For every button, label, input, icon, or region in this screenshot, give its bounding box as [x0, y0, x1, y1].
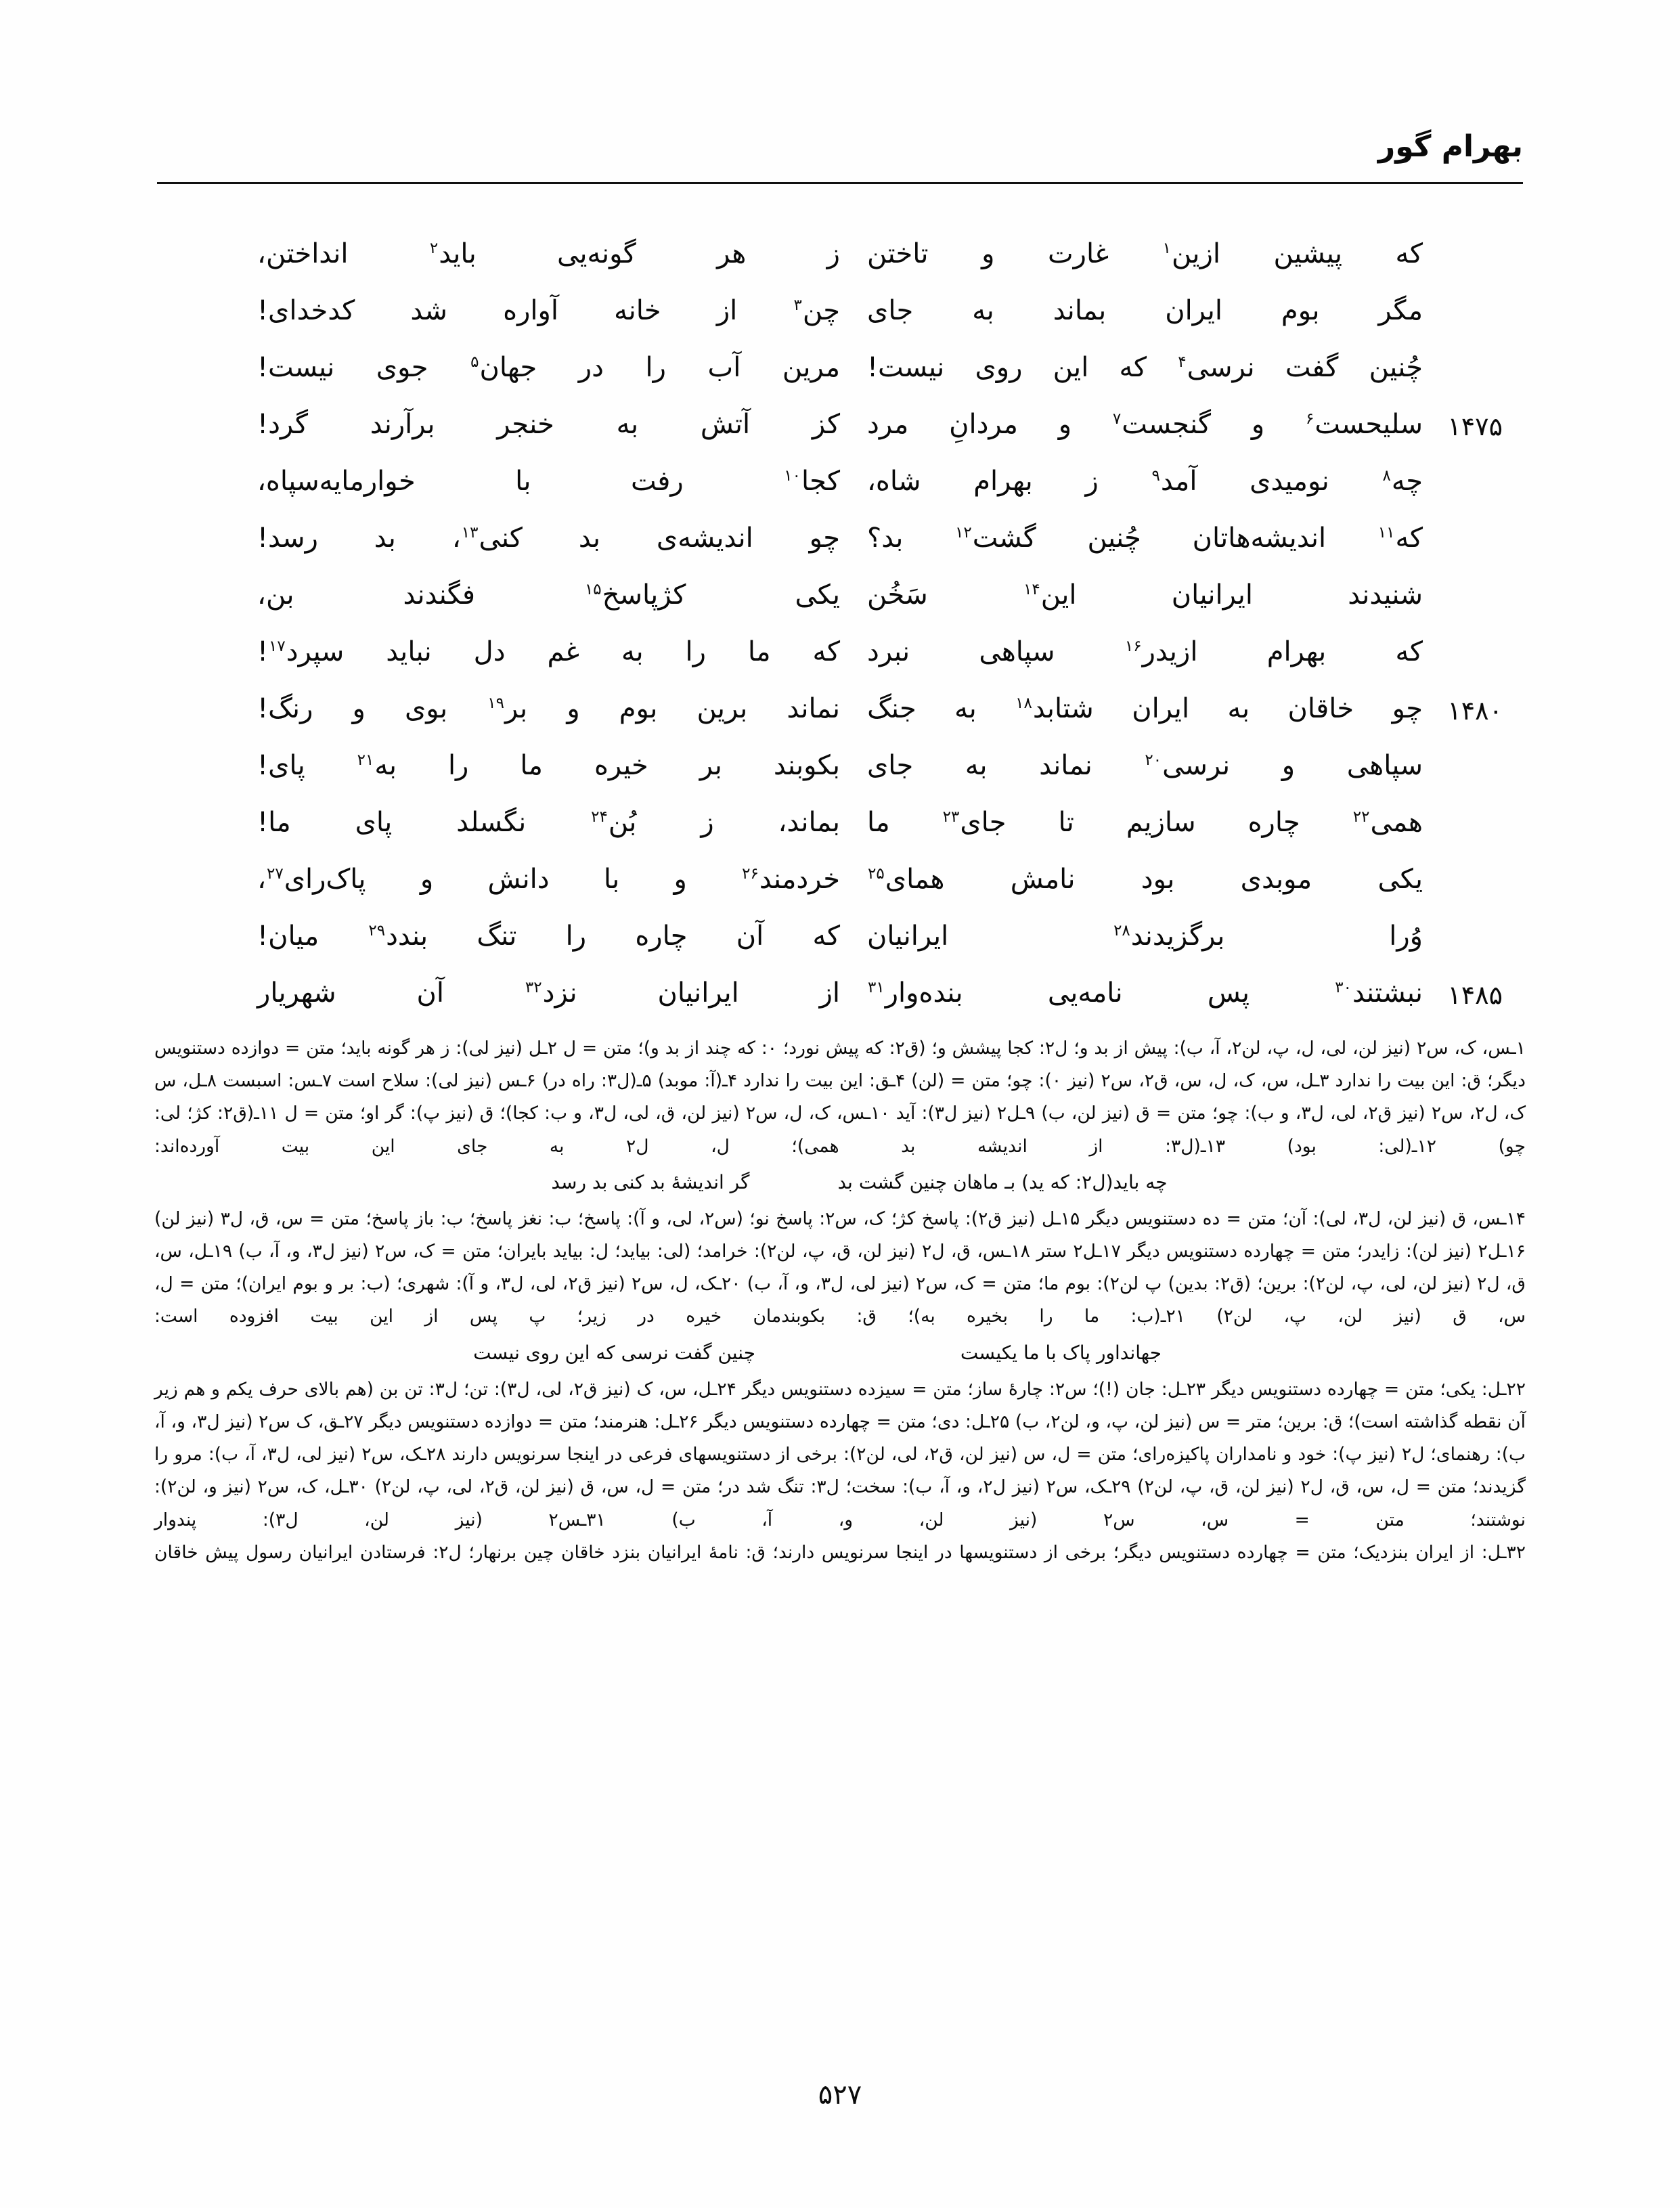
verse-couplet — [257, 862, 1423, 919]
hemistich-first: نبشتند$^{۳۰}$ پس نامه‌یی بنده‌وار$^{۳۱}$ ۱۴۸۵ — [840, 976, 1423, 1011]
verse-couplet — [257, 351, 1423, 407]
hemistich-second: بماند، ز بُن$^{۲۴}$ نگسلد پای ما! — [257, 807, 840, 838]
verse-couplet — [257, 294, 1423, 351]
verse-couplet — [257, 464, 1423, 521]
apparatus-inset-verse — [154, 1166, 1526, 1200]
hemistich-second: کز آتش به خنجر برآرند گرد! — [257, 409, 840, 440]
hemistich-second: نماند برین بوم و بر$^{۱۹}$ بوی و رنگ! — [257, 693, 840, 724]
hemistich-second: از ایرانیان نزد$^{۳۲}$ آن شهریار — [257, 977, 840, 1009]
critical-apparatus — [154, 1032, 1526, 1569]
apparatus-paragraph: ۲۲ـل: یکی؛ متن = چهارده دستنویس دیگر ۲۳ـل: جان (!)؛ س۲: چارهٔ ساز؛ متن = سیزده دستنویس دیگر ۲۴ـل، س، ک (نیز ق۲، لی، ل۳): تن؛ ل۳: تن بن (هم بالای حرف یکم و هم زیر آن نقطه گذاشته است)؛ ق: برین؛ متر = س (نیز لن، پ، و، لن۲، ب) ۲۵ـل: دی؛ متن = چهارده دستنویس دیگر ۲۶ـل: هنرمند؛ متن = دوازده دستنویس دیگر ۲۷ـق، ک س۲ (نیز ل۳، و، آ، ب): رهنمای؛ ل۲ (نیز پ): خود و نامداران پاکیزه‌رای؛ متن = ل، س (نیز لن، ق۲، لی، لن۲): برخی از دستنویسهای فرعی در اینجا سرنویس دارند ۲۸ـک، س۲ (نیز لی، ل۳، آ، ب): مرو را گزیدند؛ متن = ل، س، ق، ل۲ (نیز لن، ق، پ، لن۲) ۲۹ـک، س۲ (نیز ل۲، و، آ، ب): سخت؛ ل۳: تنگ شد در؛ متن = ل، س، ق (نیز لن، ق۲، لی، پ، لن۲) ۳۰ـل، ک، س۲ (نیز و، لن۲): نوشتند؛ متن = س، س۲ (نیز لن، و، آ، ب) ۳۱ـس۲ (نیز لن، ل۳): پندوار — [154, 1378, 1526, 1530]
hemistich-second: بکوبند بر خیره ما را به$^{۲۱}$ پای! — [257, 750, 840, 781]
verse-couplet — [257, 635, 1423, 692]
hemistich-first: همی$^{۲۲}$ چاره سازیم تا جای$^{۲۳}$ ما — [867, 807, 1423, 838]
hemistich-first: وُرا برگزیدند$^{۲۸}$ ایرانیان — [867, 921, 1423, 952]
hemistich-second: کجا$^{۱۰}$ رفت با خوارمایه‌سپاه، — [257, 466, 840, 497]
verse-couplet — [257, 919, 1423, 976]
hemistich-first: چُنین گفت نرسی$^۴$ که این روی نیست! — [867, 352, 1423, 383]
hemistich-first: که بهرام ازیدر$^{۱۶}$ سپاهی نبرد — [867, 636, 1423, 667]
hemistich-first: یکی موبدی بود نامش همای$^{۲۵}$ — [868, 864, 1423, 895]
hemistich-first: سپاهی و نرسی$^{۲۰}$ نماند به جای — [867, 750, 1423, 781]
verse-couplet — [257, 521, 1423, 578]
verse-couplet — [257, 976, 1503, 1033]
apparatus-paragraph: ۱ـس، ک، س۲ (نیز لن، لی، ل، پ، لن۲، آ، ب): پیش از بد و؛ ل۲: کجا پیشش و؛ (ق۲: که پیش نورد؛ ۰: که چند از بد و)؛ متن = ل ۲ـل (نیز لی): ز هر گونه باید؛ متن = دوازده دستنویس دیگر؛ ق: این بیت را ندارد ۳ـل، س، ک، ل، س، ق۲، س۲ (نیز ۰): چو؛ متن = (لن) ۴ـق: این بیت را ندارد ۴ـ(آ: موبد) ۵ـ(ل۳: راه در) ۶ـس (نیز لی): سلاح است ۷ـس: اسبست ۸ـل، س ک، ل۲، س۲ (نیز ق۲، لی، ل۳، و ب): چو؛ متن = ق (نیز لن، ب) ۹ـل۲ (نیز ل۳): آید ۱۰ـس، ک، ل، س۲ (نیز لن، ق، لی، ل۳، و ب: کجا)؛ ق (نیز پ): گر او؛ متن = ل ۱۱ـ(ق۲: کژ؛ لی: چو) ۱۲ـ(لی: بود) ۱۳ـ(ل۳: از اندیشه بد همی)؛ ل، ل۲ به جای این بیت آورده‌اند: — [154, 1038, 1526, 1157]
folio-page-number: ۵۲۷ — [818, 2079, 862, 2111]
inset-hemistich-first: چنین گفت نرسی که این روی نیست — [473, 1341, 755, 1364]
running-head-title: بهرام گور — [1377, 129, 1523, 164]
verse-line-number: ۱۴۸۰ — [1447, 696, 1503, 726]
hemistich-second: که ما را به غم دل نباید سپرد$^{۱۷}$! — [257, 636, 840, 667]
hemistich-first: شنیدند ایرانیان این$^{۱۴}$ سَخُن — [867, 579, 1423, 611]
hemistich-first: که$^{۱۱}$ اندیشه‌هاتان چُنین گشت$^{۱۲}$ بد؟ — [867, 523, 1423, 554]
hemistich-second: ز هر گونه‌یی باید$^۲$ انداختن، — [257, 238, 840, 269]
apparatus-inset-verse — [154, 1336, 1526, 1371]
header-rule-segment — [157, 183, 995, 184]
hemistich-first: چو خاقان به ایران شتابد$^{۱۸}$ به جنگ ۱۴۸۰ — [840, 692, 1423, 726]
hemistich-second: مرین آب را در جهان$^۵$ جوی نیست! — [257, 352, 840, 383]
hemistich-second: چن$^۳$ از خانه آواره شد کدخدای! — [257, 295, 840, 326]
inset-hemistich-first: گر اندیشهٔ بد کنی بد رسد — [551, 1170, 750, 1193]
verse-line-number: ۱۴۸۵ — [1447, 980, 1503, 1010]
verse-couplet — [257, 237, 1423, 294]
hemistich-second: که آن چاره را تنگ بندد$^{۲۹}$ میان! — [257, 921, 840, 952]
verse-block — [257, 237, 1503, 1033]
hemistich-first: مگر بوم ایران بماند به جای — [867, 295, 1423, 326]
page-header — [157, 129, 1523, 193]
hemistich-second: خردمند$^{۲۶}$ و با دانش و پاک‌رای$^{۲۷}$، — [257, 864, 840, 895]
verse-couplet — [257, 692, 1503, 749]
inset-hemistich-second: چه باید(ل۲: که ید) بـ ماهان چنین گشت بد — [837, 1170, 1168, 1193]
hemistich-first: سلیحست$^۶$ و گنجست$^۷$ و مردانِ مرد ۱۴۷۵ — [840, 407, 1423, 442]
hemistich-second: یکی کژپاسخ$^{۱۵}$ فگندند بن، — [257, 579, 840, 611]
apparatus-paragraph: ۳۲ـل: از ایران بنزدیک؛ متن = چهارده دستنویس دیگر؛ برخی از دستنویسها در اینجا سرنویس دارند؛ ق: نامهٔ ایرانیان بنزد خاقان چین برنهار؛ ل۲: فرستادن ایرانیان رسول پیش خاقان — [154, 1541, 1526, 1563]
verse-couplet — [257, 749, 1423, 805]
hemistich-first: چه$^۸$ نومیدی آمد$^۹$ ز بهرام شاه، — [867, 466, 1423, 497]
verse-couplet — [257, 805, 1423, 862]
verse-couplet — [257, 578, 1423, 635]
verse-couplet — [257, 407, 1503, 464]
verse-line-number: ۱۴۷۵ — [1447, 412, 1503, 441]
inset-hemistich-second: جهانداور پاک با ما یکیست — [960, 1341, 1162, 1364]
hemistich-second: چو اندیشه‌ی بد کنی$^{۱۳}$، بد رسد! — [257, 523, 840, 554]
hemistich-first: که پیشین ازین$^۱$ غارت و تاختن — [867, 238, 1423, 269]
apparatus-paragraph: ۱۴ـس، ق (نیز لن، ل۳، لی): آن؛ متن = ده دستنویس دیگر ۱۵ـل (نیز ق۲): پاسخ کژ؛ ک، س۲: پاسخ نو؛ (س۲، لی، و آ): پاسخ؛ ب: نغز پاسخ؛ ب: باز پاسخ؛ متن = س، ق، ل۳ (نیز لن) ۱۶ـل۲ (نیز لن): زایدر؛ متن = چهارده دستنویس دیگر ۱۷ـل۲ ستر ۱۸ـس، ق، ل۲ (نیز لن، ق، پ، لن۲): خرامد؛ (لی: بیاید؛ ل: بیاید بایران؛ متن = ک، س۲ (نیز ل۳، و، آ، ب) ۱۹ـل، س، ق، ل۲ (نیز لن، لی، پ، لن۲): برین؛ (ق۲: بدین) پ لن۲): بوم ما؛ متن = ک، س۲ (نیز لی، ل۳، و، آ، ب) ۲۰ـک، ل، س۲ (نیز ق۲، لی، ل۳، و آ): شهری؛ (ب: بر و بوم ایران)؛ متن = ل، س، ق (نیز لن، پ، لن۲) ۲۱ـ(ب: ما را بخیره به)؛ ق: بکوبندمان خیره در زیر؛ پ پس از این بیت افزوده است: — [154, 1208, 1526, 1327]
